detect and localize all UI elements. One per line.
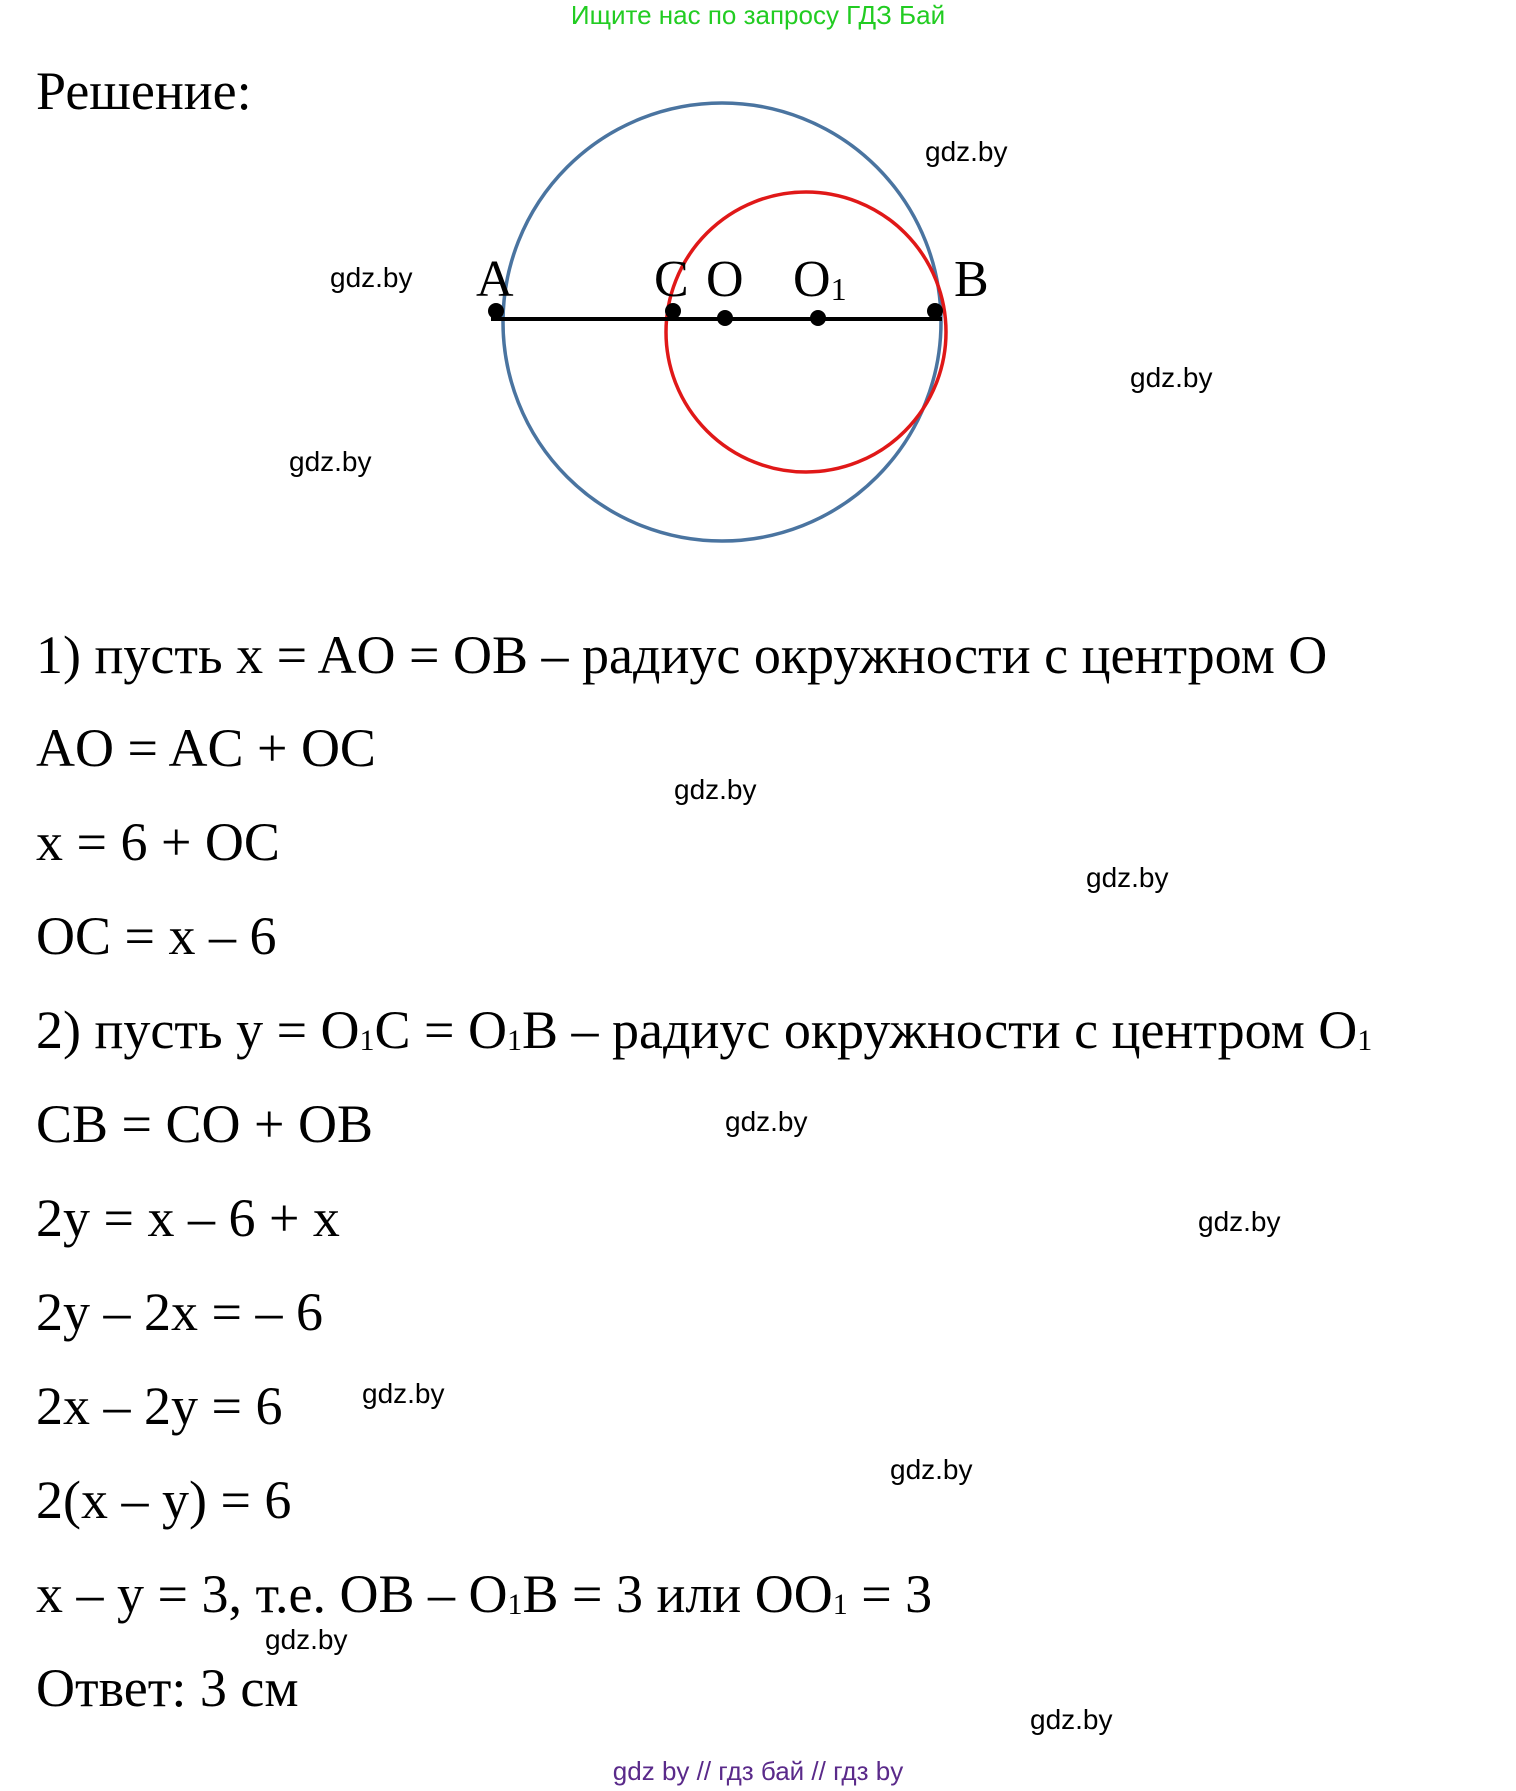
point-o1: [810, 310, 826, 326]
solution-line-7: 2y = x – 6 + x: [36, 1188, 340, 1248]
watermark: gdz.by: [330, 262, 413, 293]
solution-line-5: 2) пусть $y = O_1C = O_1B$ – радиус окружности с центром $O_1$: [36, 1000, 1373, 1060]
label-c: C: [654, 251, 689, 308]
search-banner: Ищите нас по запросу ГДЗ Бай: [570, 0, 946, 30]
watermark: gdz.by: [265, 1624, 348, 1655]
solution-line-1: 1) пусть x = AO = OB – радиус окружности с центром O: [36, 625, 1328, 685]
label-a: A: [476, 251, 514, 308]
watermark: gdz.by: [1130, 362, 1213, 393]
solution-line-11: x – y = 3, т.е. OB – $O_1B = 3$ или $OO_1 = 3$: [36, 1564, 933, 1624]
geometry-diagram: [0, 90, 1516, 550]
solution-line-6: CB = CO + OB: [36, 1094, 373, 1154]
solution-heading: Решение:: [36, 61, 252, 121]
watermark: gdz.by: [362, 1378, 445, 1409]
watermark: gdz.by: [289, 446, 372, 477]
solution-line-10: 2(x – y) = 6: [36, 1470, 292, 1530]
label-o1: O1: [793, 251, 847, 308]
watermark: gdz.by: [725, 1106, 808, 1137]
solution-line-3: x = 6 + OC: [36, 812, 280, 872]
answer-line: Ответ: 3 см: [36, 1658, 299, 1718]
point-o: [717, 310, 733, 326]
label-b: B: [954, 251, 989, 308]
footer-links: gdz by // гдз бай // гдз by: [612, 1756, 904, 1786]
solution-line-4: OC = x – 6: [36, 906, 277, 966]
inner-circle: [666, 192, 946, 472]
watermark: gdz.by: [925, 136, 1008, 167]
watermark: gdz.by: [1086, 862, 1169, 893]
solution-line-8: 2y – 2x = – 6: [36, 1282, 323, 1342]
label-o: O: [706, 251, 744, 308]
solution-line-2: AO = AC + OC: [36, 718, 376, 778]
watermark: gdz.by: [1198, 1206, 1281, 1237]
point-b: [927, 303, 943, 319]
solution-line-9: 2x – 2y = 6: [36, 1376, 283, 1436]
watermark: gdz.by: [890, 1454, 973, 1485]
watermark: gdz.by: [1030, 1704, 1113, 1735]
watermark: gdz.by: [674, 774, 757, 805]
